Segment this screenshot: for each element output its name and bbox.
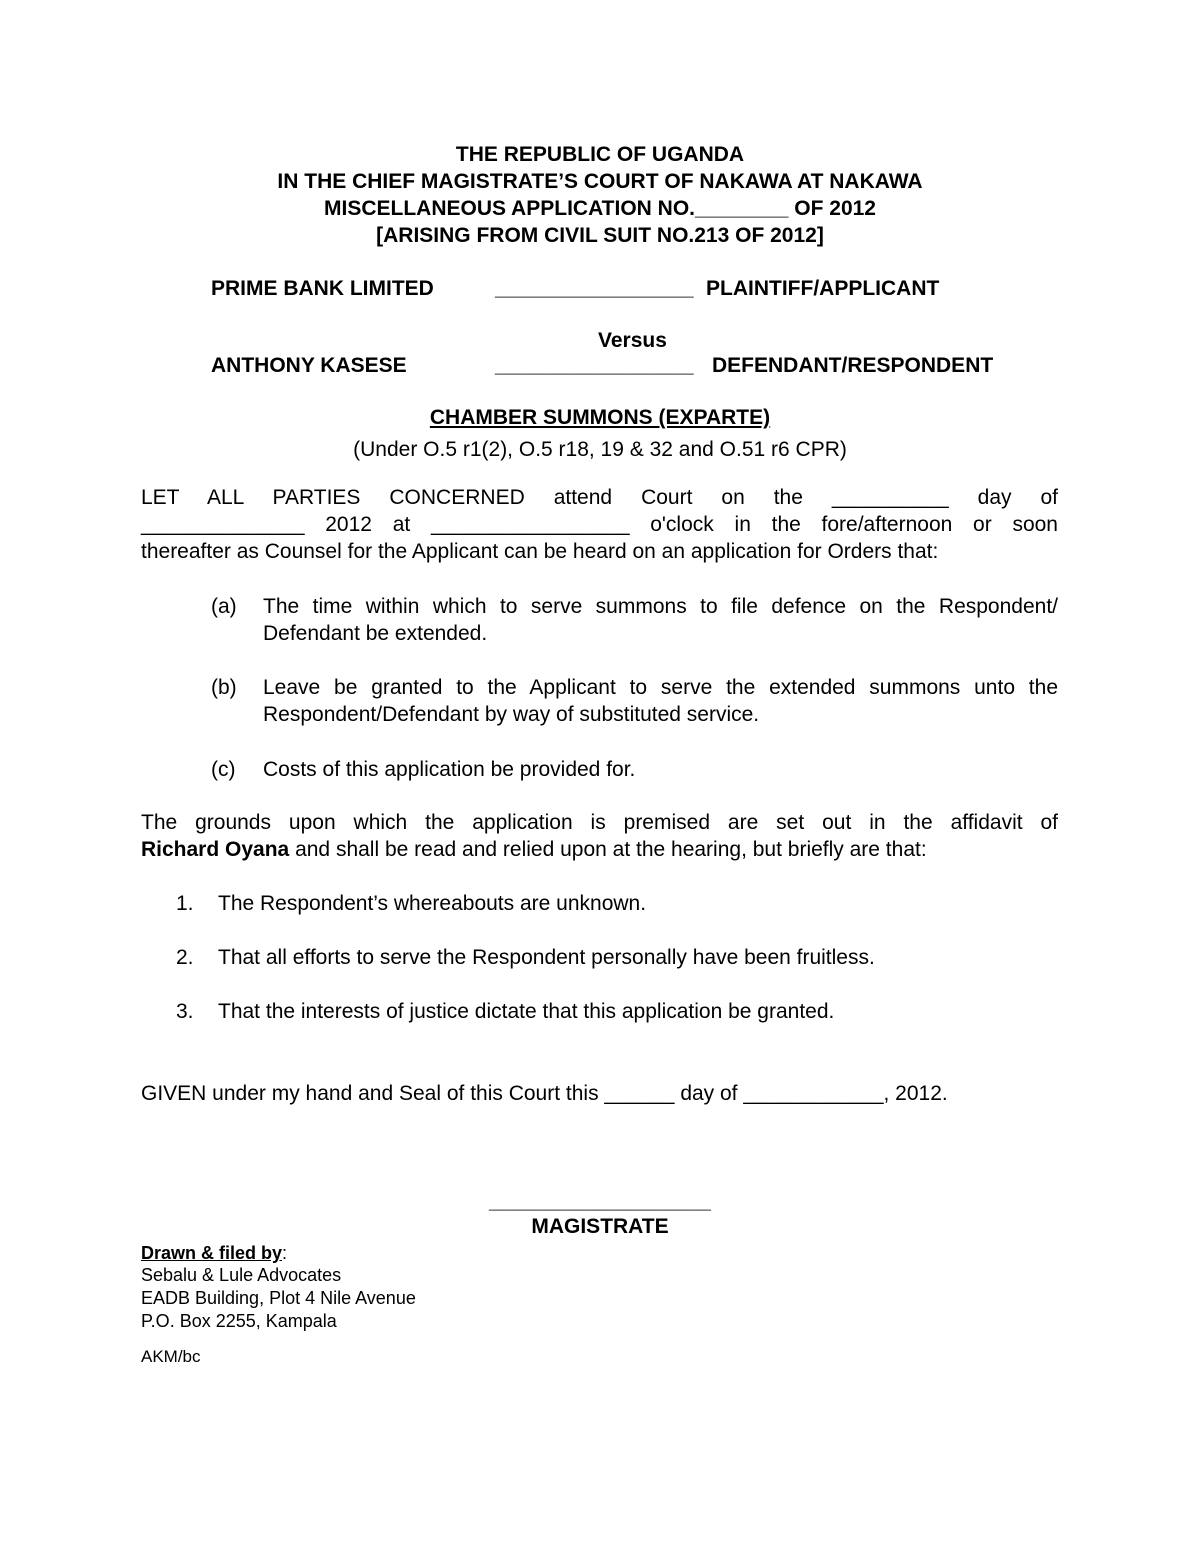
order-a-text: The time within which to serve summons to file defence on the Respondent/ Defendant be extended.: [263, 595, 1058, 645]
drawn-filed-colon: :: [282, 1243, 288, 1263]
drawn-filed-label-text: Drawn & filed by: [141, 1243, 283, 1263]
header-republic: THE REPUBLIC OF UGANDA: [455, 143, 745, 166]
ground-3-marker: 3.: [176, 1000, 194, 1023]
intro-line-3: thereafter as Counsel for the Applicant can be heard on an application for Orders that:: [141, 540, 939, 563]
firm-name: Sebalu & Lule Advocates: [141, 1265, 342, 1285]
defendant-name: ANTHONY KASESE: [211, 354, 407, 377]
intro-line-2: ______________ 2012 at _________________ o'clock in the fore/afternoon or soon: [141, 513, 1058, 536]
document-title: CHAMBER SUMMONS (EXPARTE): [429, 406, 771, 429]
deponent-name: Richard Oyana: [141, 838, 290, 861]
header-court: IN THE CHIEF MAGISTRATE’S COURT OF NAKAWA AT NAKAWA: [277, 170, 923, 193]
order-b-marker: (b): [211, 676, 237, 699]
order-a-marker: (a): [211, 595, 237, 618]
plaintiff-blank: _________________: [495, 277, 694, 300]
signature-line: ___________________: [489, 1190, 711, 1213]
ground-2-text: That all efforts to serve the Respondent personally have been fruitless.: [218, 946, 875, 969]
firm-address-2: P.O. Box 2255, Kampala: [141, 1311, 337, 1331]
signature-title: MAGISTRATE: [531, 1215, 669, 1238]
plaintiff-name: PRIME BANK LIMITED: [211, 277, 434, 300]
document-subtitle: (Under O.5 r1(2), O.5 r18, 19 & 32 and O.51 r6 CPR): [353, 438, 847, 461]
intro-line-1: LET ALL PARTIES CONCERNED attend Court on the __________ day of: [141, 486, 1058, 509]
versus-label: Versus: [598, 329, 667, 352]
grounds-line-1: The grounds upon which the application is premised are set out in the affidavit of: [141, 811, 1058, 834]
header-arising-from: [ARISING FROM CIVIL SUIT NO.213 OF 2012]: [376, 224, 824, 247]
ground-2-marker: 2.: [176, 946, 194, 969]
defendant-blank: _________________: [495, 354, 694, 377]
grounds-line-2-rest: and shall be read and relied upon at the hearing, but briefly are that:: [289, 838, 927, 861]
drawn-filed-label: [141, 1242, 287, 1265]
grounds-line-2: [141, 836, 1058, 863]
firm-address-1: EADB Building, Plot 4 Nile Avenue: [141, 1288, 416, 1308]
given-line: GIVEN under my hand and Seal of this Court this ______ day of ____________, 2012.: [141, 1082, 948, 1105]
order-c-text: Costs of this application be provided for.: [263, 758, 636, 781]
ground-1-marker: 1.: [176, 892, 194, 915]
ground-1-text: The Respondent’s whereabouts are unknown.: [218, 892, 647, 915]
order-c-marker: (c): [211, 758, 236, 781]
reference-code: AKM/bc: [141, 1347, 201, 1366]
plaintiff-role: PLAINTIFF/APPLICANT: [706, 277, 940, 300]
header-application-no: MISCELLANEOUS APPLICATION NO.________ OF 2012: [324, 197, 876, 220]
order-b-text: Leave be granted to the Applicant to serve the extended summons unto the Respondent/Defendant by way of substituted service.: [263, 676, 1058, 726]
defendant-role: DEFENDANT/RESPONDENT: [712, 354, 994, 377]
ground-3-text: That the interests of justice dictate that this application be granted.: [218, 1000, 835, 1023]
